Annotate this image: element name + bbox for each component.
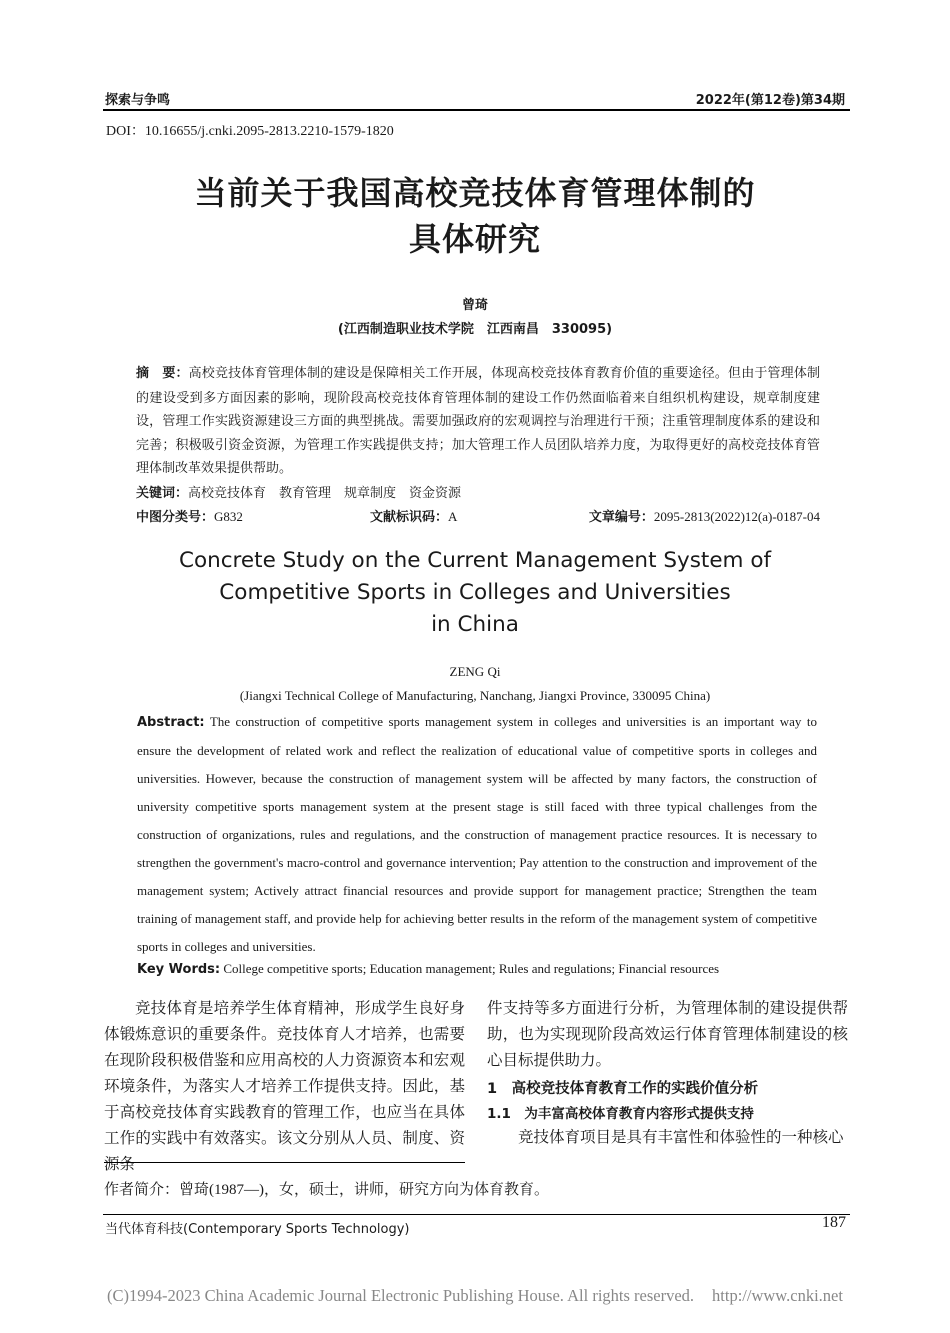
english-abstract — [137, 708, 817, 961]
doi-text: DOI：10.16655/j.cnki.2095-2813.2210-1579-1820 — [106, 124, 394, 139]
footnote-divider — [104, 1162, 465, 1163]
english-title-line-3: in China — [431, 612, 519, 637]
page-number: 187 — [822, 1214, 846, 1231]
article-number-value: 2095-2813(2022)12(a)-0187-04 — [653, 509, 820, 524]
body-paragraph-section-1-1: 竞技体育项目是具有丰富性和体验性的一种核心 — [518, 1129, 844, 1146]
english-keywords — [137, 961, 719, 977]
copyright-notice — [0, 1286, 950, 1306]
body-paragraph-continued: 件支持等多方面进行分析，为管理体制的建设提供帮助，也为实现现阶段高效运行体育管理体制建设的核心目标提供助力。 — [487, 1000, 848, 1069]
journal-section-label: 探索与争鸣 — [105, 93, 171, 108]
document-code-label: 文献标识码： — [370, 510, 449, 525]
article-number — [589, 506, 820, 525]
article-number-label: 文章编号： — [588, 510, 654, 525]
english-keywords-label: Key Words: — [137, 962, 221, 977]
author-footnote: 作者简介：曾琦(1987—)，女，硕士，讲师，研究方向为体育教育。 — [104, 1182, 549, 1198]
english-author: ZENG Qi — [449, 664, 501, 679]
chinese-keywords — [136, 482, 461, 501]
journal-footer-name: 当代体育科技(Contemporary Sports Technology) — [105, 1222, 410, 1237]
english-title — [0, 545, 950, 641]
chinese-title-line-1: 当前关于我国高校竞技体育管理体制的 — [194, 174, 756, 212]
body-left-column: 竞技体育是培养学生体育精神，形成学生良好身体锻炼意识的重要条件。竞技体育人才培养，也需要在现阶段积极借鉴和应用高校的人力资源资本和宏观环境条件，为落实人才培养工作提供支持。因此，基于高校竞技体育实践教育的管理工作，也应当在具体工作的实践中有效落实。该文分别从人员、制度、资源条 — [104, 1000, 465, 1173]
copyright-text: (C)1994-2023 China Academic Journal Electronic Publishing House. All rights reserved. — [107, 1286, 695, 1305]
chinese-abstract-label: 摘 要： — [136, 366, 189, 381]
english-title-line-2: Competitive Sports in Colleges and Universities — [219, 580, 731, 605]
clc-label: 中图分类号： — [136, 510, 215, 525]
english-keywords-text: College competitive sports; Education management; Rules and regulations; Financial resources — [220, 961, 720, 976]
chinese-affiliation: (江西制造职业技术学院 江西南昌 330095) — [337, 322, 613, 337]
chinese-abstract-text: 高校竞技体育管理体制的建设是保障相关工作开展，体现高校竞技体育教育价值的重要途径。但由于管理体制的建设受到多方面因素的影响，现阶段高校竞技体育管理体制的建设工作仍然面临着来自组织机构建设，规章制度建设，管理工作实践资源建设三方面的典型挑战。需要加强政府的宏观调控与治理进行干预；注重管理制度体系的建设和完善；积极吸引资金资源，为管理工作实践提供支持；加大管理工作人员团队培养力度，为取得更好的高校竞技体育管理体制改革效果提供帮助。 — [136, 365, 820, 475]
document-code-value: A — [448, 509, 458, 524]
body-right-column — [487, 996, 848, 1151]
clc-number — [136, 506, 243, 525]
english-abstract-label: Abstract: — [137, 715, 205, 730]
section-heading-1-1: 1.1 为丰富高校体育教育内容形式提供支持 — [487, 1106, 754, 1122]
chinese-author: 曾琦 — [461, 298, 488, 313]
clc-value: G832 — [214, 509, 243, 524]
document-code — [370, 506, 457, 525]
english-abstract-text: The construction of competitive sports management system in colleges and universities is an important way to ensure the development of related work and reflect the realization of educational value of competitive sports in colleges and universities. However, because the construction of management system will be affected by many factors, the construction of university competitive sports management system at the present stage is still faced with three typical challenges from the construction of organizations, rules and regulations, and the construction of management practice resources. It is necessary to strengthen the government's macro-control and governance intervention; Pay attention to the construction and improvement of the management system; Actively attract financial resources and provide support for management practice; Strengthen the team training of management staff, and provide help for achieving better results in the reform of the management system of competitive sports in colleges and universities. — [137, 714, 817, 954]
header-divider — [103, 109, 850, 111]
english-title-line-1: Concrete Study on the Current Management System of — [178, 548, 772, 573]
section-heading-1: 1 高校竞技体育教育工作的实践价值分析 — [487, 1081, 759, 1097]
chinese-keywords-label: 关键词： — [136, 486, 189, 501]
english-affiliation: (Jiangxi Technical College of Manufacturing, Nanchang, Jiangxi Province, 330095 China) — [239, 688, 711, 703]
chinese-keywords-text: 高校竞技体育 教育管理 规章制度 资金资源 — [188, 485, 462, 500]
chinese-title-line-2: 具体研究 — [408, 220, 541, 258]
footer-divider — [103, 1214, 850, 1215]
classification-row — [136, 506, 820, 526]
chinese-title — [0, 170, 950, 262]
issue-label: 2022年(第12卷)第34期 — [695, 93, 845, 108]
cnki-link[interactable]: http://www.cnki.net — [712, 1286, 843, 1305]
chinese-abstract — [136, 361, 820, 480]
